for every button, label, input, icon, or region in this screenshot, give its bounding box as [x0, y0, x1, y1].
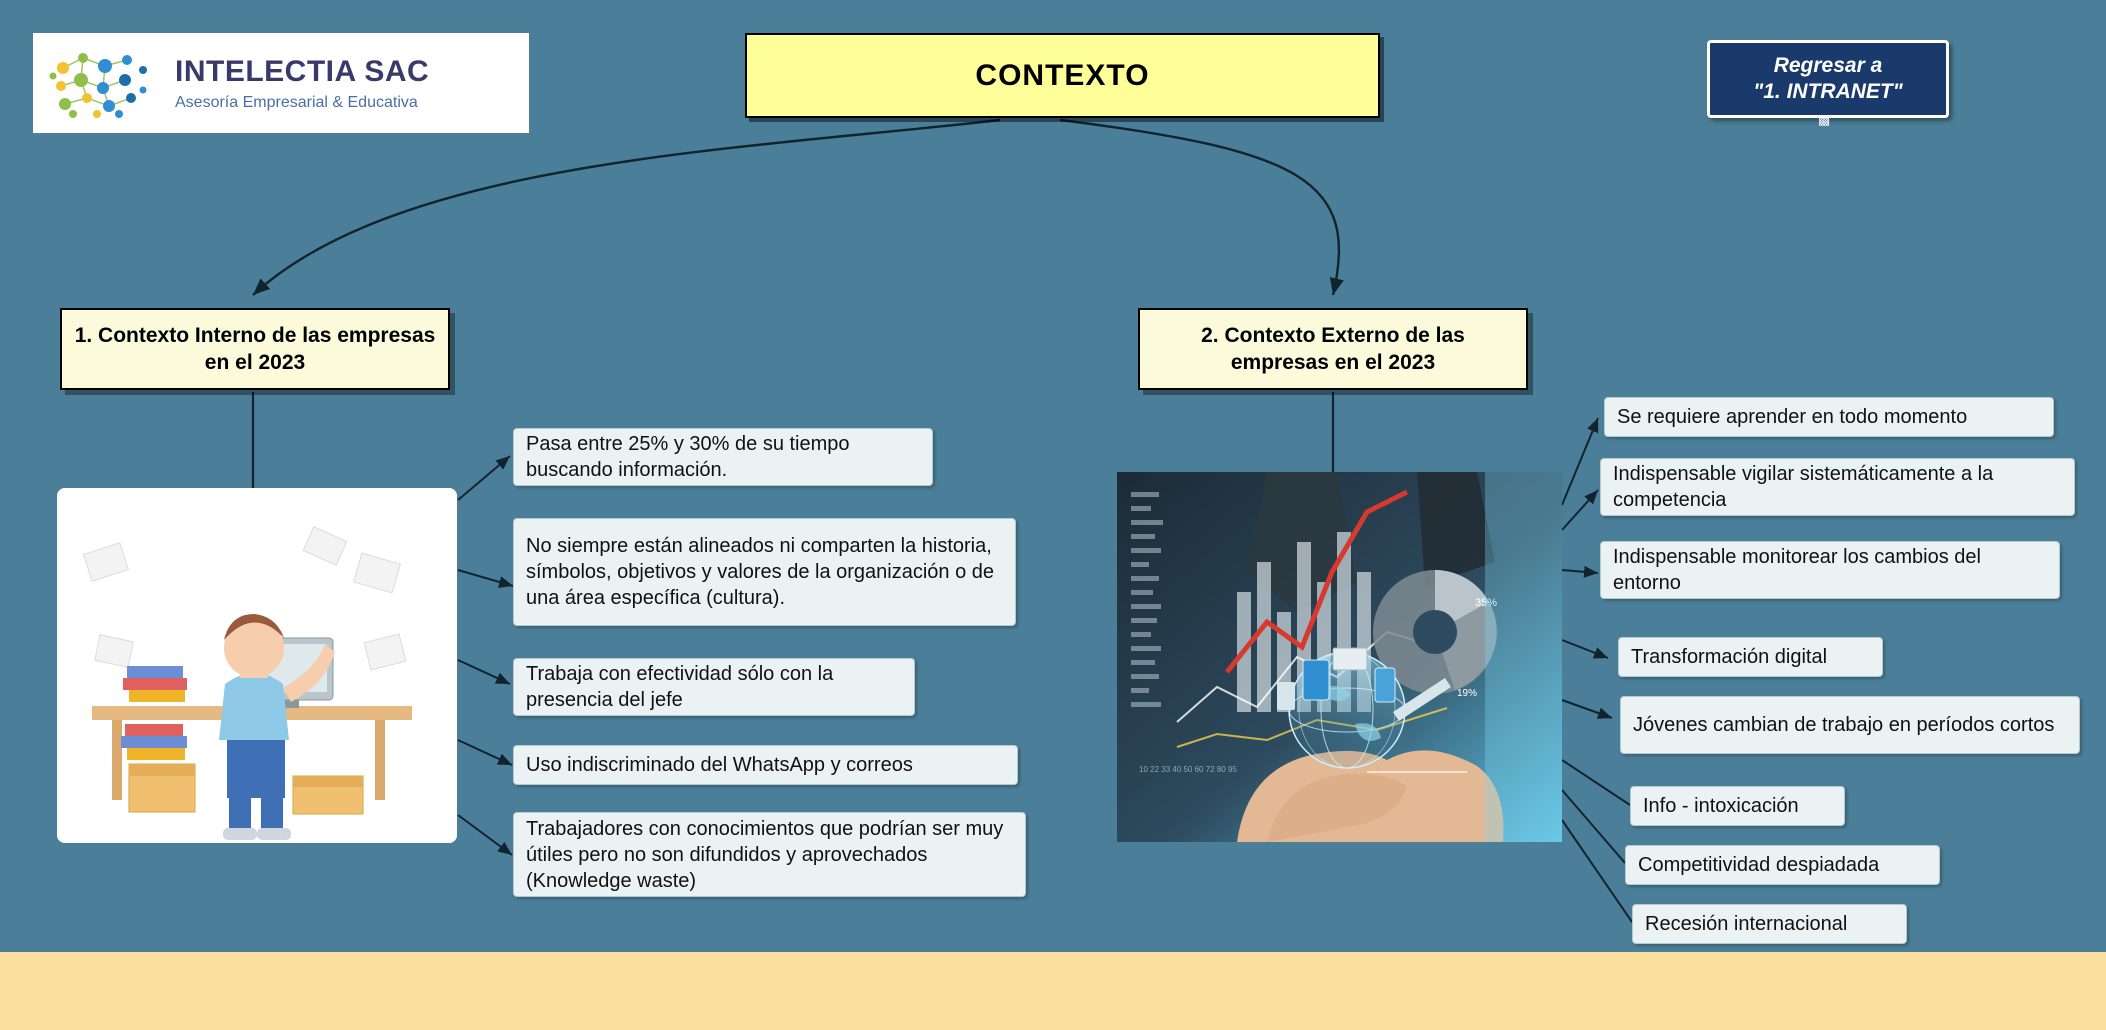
back-button-line2: "1. INTRANET" [1753, 80, 1903, 103]
svg-text:10 22 33 40 50 60 72 80 95: 10 22 33 40 50 60 72 80 95 [1139, 765, 1237, 774]
leaf-external-7[interactable] [1625, 845, 1940, 885]
branch-node-external-label: 2. Contexto Externo de las empresas en el 2023 [1201, 323, 1465, 374]
leaf-external-5[interactable] [1620, 696, 2080, 754]
leaf-internal-1[interactable] [513, 428, 933, 486]
back-button-line1: Regresar a [1773, 53, 1883, 77]
page-title [745, 33, 1380, 118]
leaf-external-1-label: Se requiere aprender en todo momento [1617, 406, 1968, 428]
logo-subtitle: Asesoría Empresarial & Educativa [175, 93, 418, 111]
leaf-external-8[interactable] [1632, 904, 1907, 944]
leaf-external-1[interactable] [1604, 397, 2054, 437]
leaf-internal-4[interactable] [513, 745, 1018, 785]
company-logo [33, 33, 529, 133]
leaf-external-6-label: Info - intoxicación [1643, 795, 1799, 817]
leaf-internal-1-label: Pasa entre 25% y 30% de su tiempo buscando información. [526, 433, 850, 481]
network-nodes-logo-icon [43, 40, 163, 126]
navigation-marker-icon: ▩ [1818, 112, 1831, 127]
leaf-external-3-label: Indispensable monitorear los cambios del entorno [1613, 546, 1981, 594]
logo-title: INTELECTIA SAC [175, 54, 430, 88]
business-analytics-globe-photo [1117, 472, 1562, 842]
branch-node-external[interactable] [1138, 308, 1528, 390]
leaf-external-2[interactable] [1600, 458, 2075, 516]
bottom-strip [0, 952, 2106, 1030]
leaf-external-2-label: Indispensable vigilar sistemáticamente a la competencia [1613, 463, 1994, 511]
leaf-internal-2-label: No siempre están alineados ni comparten la historia, símbolos, objetivos y valores de la organización o de una área específica (cultura). [526, 535, 995, 609]
leaf-internal-2[interactable] [513, 518, 1016, 626]
leaf-internal-4-label: Uso indiscriminado del WhatsApp y correos [526, 754, 913, 776]
overwhelmed-office-worker-illustration [57, 488, 457, 843]
logo-text-block [163, 55, 429, 112]
leaf-external-5-label: Jóvenes cambian de trabajo en períodos cortos [1633, 714, 2055, 736]
leaf-internal-3-label: Trabaja con efectividad sólo con la presencia del jefe [526, 663, 834, 711]
leaf-external-3[interactable] [1600, 541, 2060, 599]
back-to-intranet-button[interactable] [1707, 40, 1949, 118]
svg-text:35%: 35% [1475, 597, 1498, 609]
leaf-internal-5[interactable] [513, 812, 1026, 897]
leaf-external-4[interactable] [1618, 637, 1883, 677]
leaf-internal-3[interactable] [513, 658, 915, 716]
page-title-text: CONTEXTO [975, 58, 1150, 92]
leaf-internal-5-label: Trabajadores con conocimientos que podrían ser muy útiles pero no son difundidos y aprovechados (Knowledge waste) [526, 817, 1004, 892]
leaf-external-4-label: Transformación digital [1631, 646, 1828, 668]
leaf-external-6[interactable] [1630, 786, 1845, 826]
branch-node-internal[interactable] [60, 308, 450, 390]
branch-node-internal-label: 1. Contexto Interno de las empresas en el 2023 [74, 323, 436, 374]
svg-text:19%: 19% [1457, 688, 1478, 699]
leaf-external-7-label: Competitividad despiadada [1638, 854, 1880, 876]
leaf-external-8-label: Recesión internacional [1645, 913, 1848, 935]
